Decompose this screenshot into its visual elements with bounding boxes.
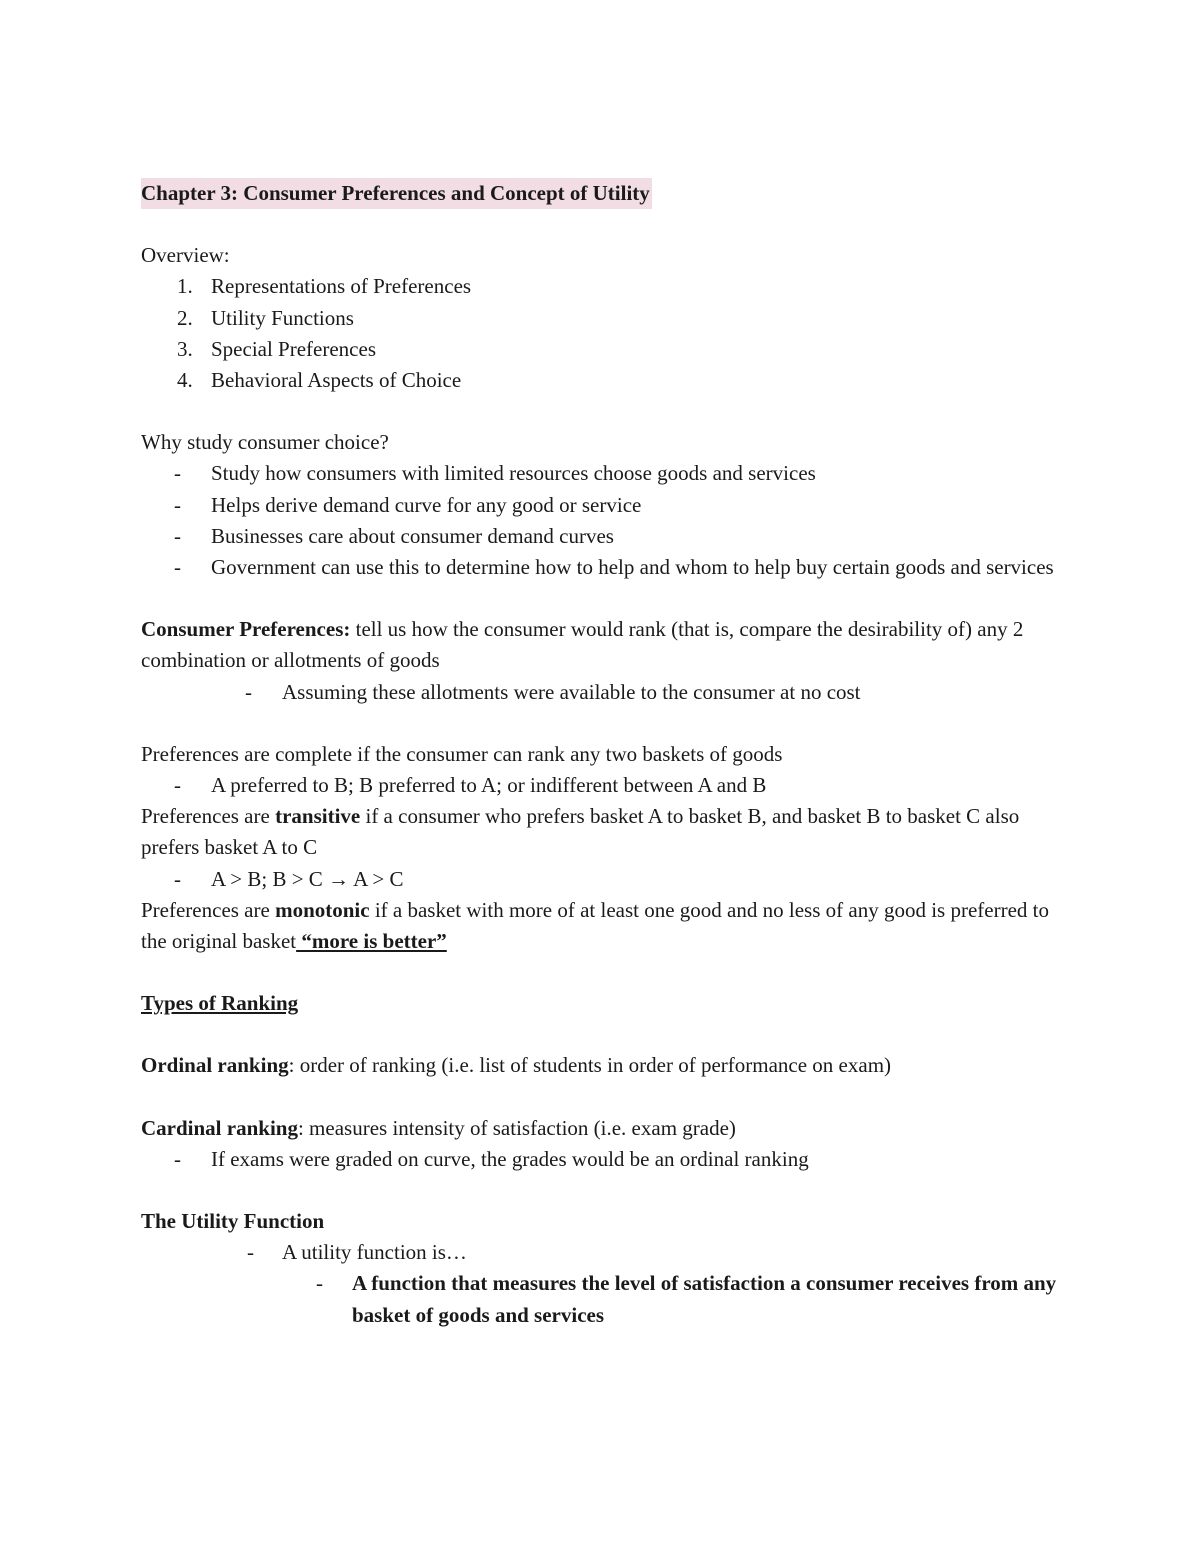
list-item-text: Behavioral Aspects of Choice bbox=[211, 368, 462, 393]
list-item-text: Utility Functions bbox=[211, 305, 354, 330]
list-item bbox=[141, 458, 1061, 489]
ordinal-paragraph: Ordinal ranking: order of ranking (i.e. list of students in order of performance on exam) bbox=[141, 1053, 892, 1078]
definition-text: tell us how the consumer would rank (that is, compare the desirability of) any 2 combination or allotments of goods bbox=[141, 617, 1024, 673]
term-ordinal-ranking: Ordinal ranking bbox=[141, 1053, 289, 1078]
list-item-text: A > B; B > C → A > C bbox=[211, 866, 404, 891]
dash-marker: - bbox=[245, 679, 252, 704]
list-item-text: Businesses care about consumer demand curves bbox=[211, 523, 614, 548]
list-item bbox=[141, 864, 1061, 895]
list-item bbox=[141, 770, 1061, 801]
term-consumer-preferences: Consumer Preferences: bbox=[141, 617, 351, 642]
dash-marker: - bbox=[174, 1146, 181, 1171]
list-item bbox=[141, 1144, 1061, 1175]
dash-marker: - bbox=[316, 1271, 323, 1296]
dash-marker: - bbox=[174, 523, 181, 548]
list-number: 3. bbox=[177, 336, 193, 361]
complete-paragraph: Preferences are complete if the consumer can rank any two baskets of goods bbox=[141, 741, 783, 766]
dash-marker: - bbox=[174, 773, 181, 798]
list-item-text: A utility function is… bbox=[282, 1240, 467, 1265]
list-item bbox=[141, 1268, 1061, 1330]
dash-marker: - bbox=[174, 492, 181, 517]
consumer-preferences-paragraph bbox=[141, 614, 1061, 676]
page-title: Chapter 3: Consumer Preferences and Concept of Utility bbox=[141, 178, 652, 209]
term-transitive: transitive bbox=[275, 804, 361, 829]
list-item-text: If exams were graded on curve, the grades would be an ordinal ranking bbox=[211, 1146, 809, 1171]
overview-heading: Overview: bbox=[141, 243, 230, 268]
more-is-better-emphasis: “more is better” bbox=[296, 929, 447, 954]
transitive-paragraph: Preferences are transitive if a consumer who prefers basket A to basket B, and basket B to basket C also prefers basket A to C bbox=[141, 804, 1020, 860]
list-item-text: Assuming these allotments were available to the consumer at no cost bbox=[282, 679, 861, 704]
list-item-text: Special Preferences bbox=[211, 336, 376, 361]
list-item-text: A preferred to B; B preferred to A; or indifferent between A and B bbox=[211, 773, 767, 798]
list-item-text: Government can use this to determine how to help and whom to help buy certain goods and services bbox=[211, 555, 1054, 580]
cardinal-paragraph: Cardinal ranking: measures intensity of satisfaction (i.e. exam grade) bbox=[141, 1115, 736, 1140]
document-body bbox=[141, 178, 1061, 1331]
page-title-line bbox=[141, 178, 1061, 209]
utility-function-heading: The Utility Function bbox=[141, 1209, 325, 1234]
types-of-ranking-heading: Types of Ranking bbox=[141, 991, 299, 1016]
monotonic-paragraph: Preferences are monotonic if a basket with more of at least one good and no less of any good is preferred to the original basket “more is better” bbox=[141, 897, 1049, 954]
list-item bbox=[141, 303, 1061, 334]
list-item bbox=[141, 1237, 1061, 1268]
list-item-text: Study how consumers with limited resources choose goods and services bbox=[211, 461, 816, 486]
dash-marker: - bbox=[174, 866, 181, 891]
why-heading: Why study consumer choice? bbox=[141, 430, 389, 455]
list-item bbox=[141, 490, 1061, 521]
list-item bbox=[141, 365, 1061, 396]
dash-marker: - bbox=[247, 1240, 254, 1265]
list-item bbox=[141, 552, 1061, 583]
list-number: 2. bbox=[177, 305, 193, 330]
dash-marker: - bbox=[174, 461, 181, 486]
list-item-text: A function that measures the level of satisfaction a consumer receives from any basket of goods and services bbox=[352, 1271, 1057, 1327]
term-monotonic: monotonic bbox=[275, 897, 370, 922]
list-number: 4. bbox=[177, 368, 193, 393]
list-item-text: Representations of Preferences bbox=[211, 274, 472, 299]
list-number: 1. bbox=[177, 274, 193, 299]
list-item bbox=[141, 271, 1061, 302]
list-item bbox=[141, 334, 1061, 365]
dash-marker: - bbox=[174, 555, 181, 580]
list-item bbox=[141, 521, 1061, 552]
list-item bbox=[141, 677, 1061, 708]
term-cardinal-ranking: Cardinal ranking bbox=[141, 1115, 298, 1140]
list-item-text: Helps derive demand curve for any good or service bbox=[211, 492, 642, 517]
